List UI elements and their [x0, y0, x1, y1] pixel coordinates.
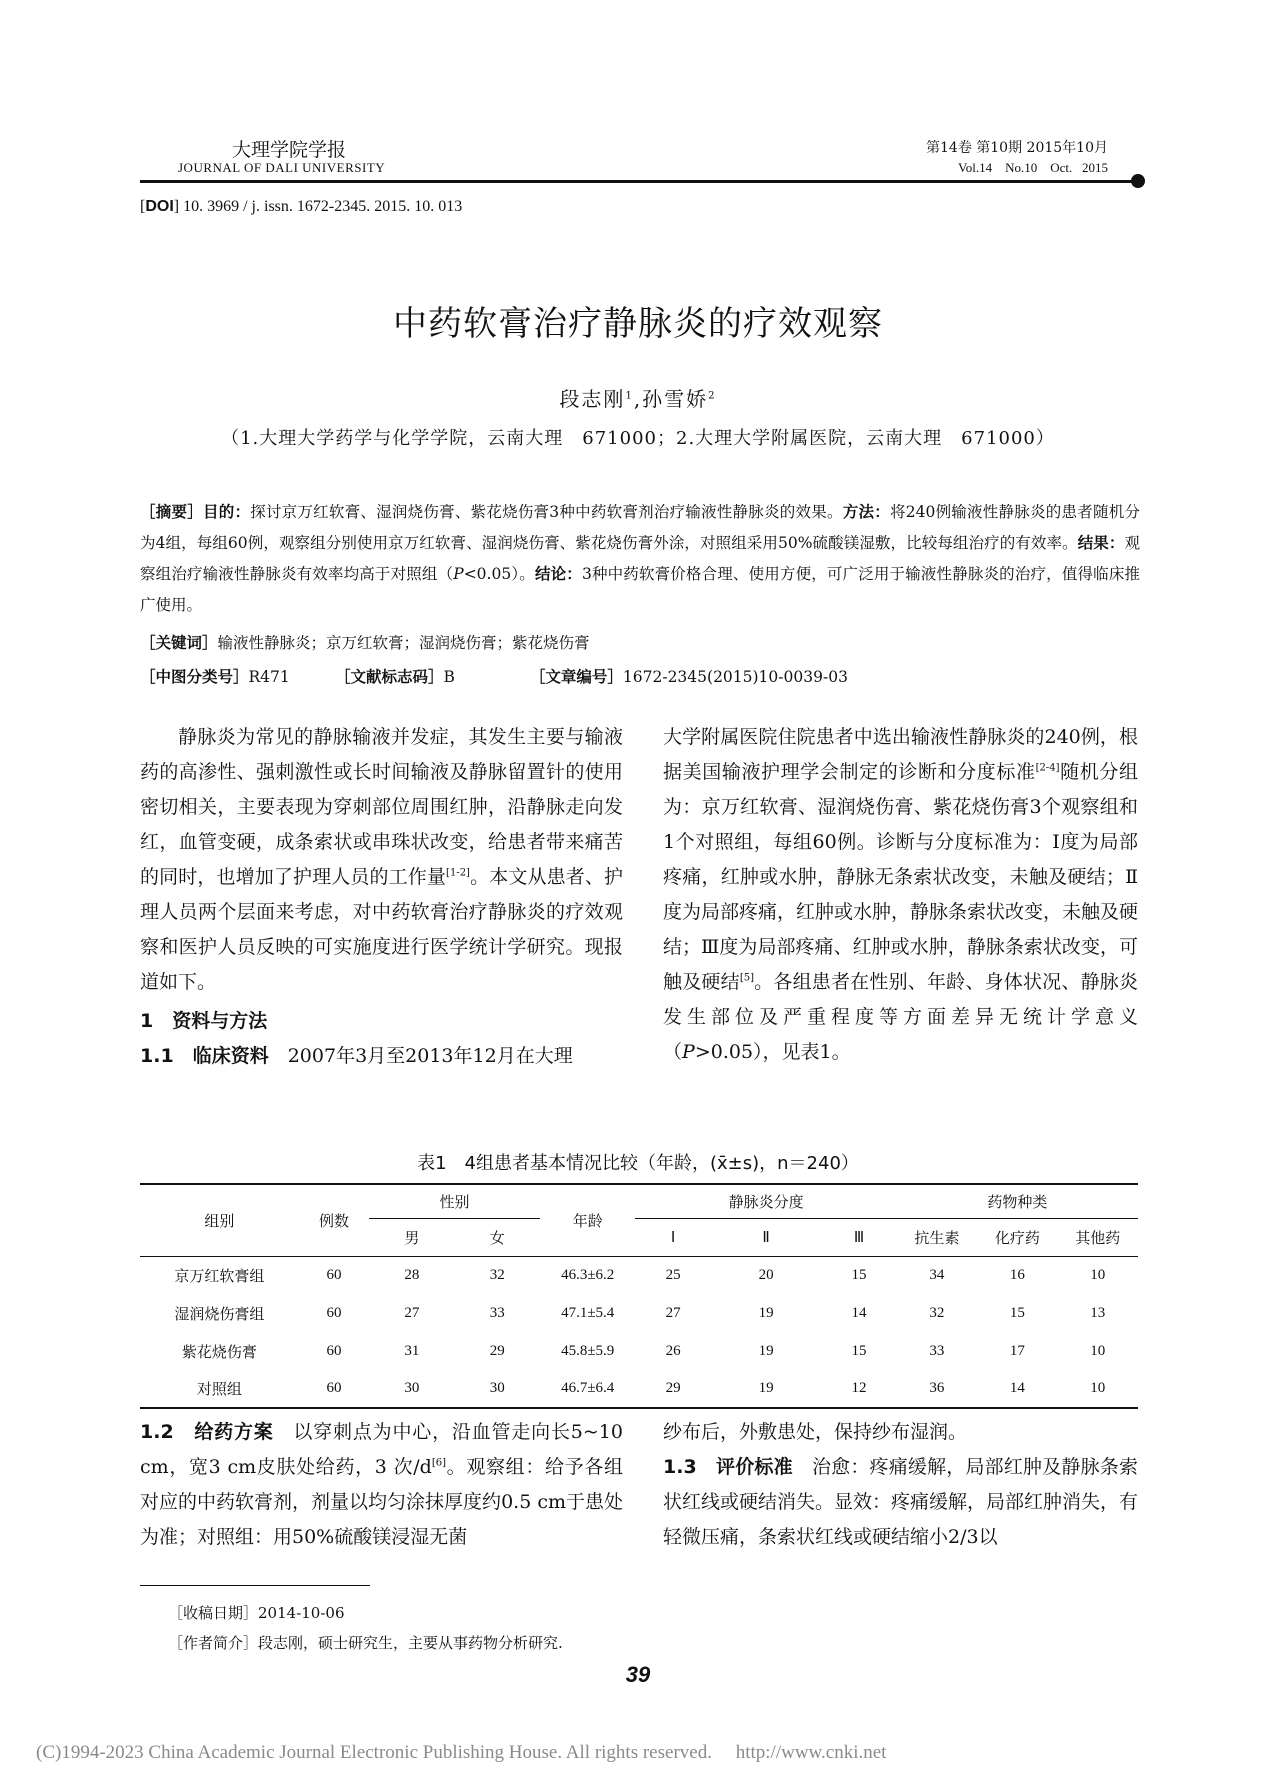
ref-5: [5] — [739, 972, 754, 984]
abstract-result-post: <0.05）。 — [463, 565, 535, 583]
th-grade-3: Ⅲ — [853, 1229, 865, 1246]
section-1-3-title: 评价标准 — [716, 1456, 793, 1478]
cell: 29 — [665, 1380, 681, 1396]
cell: 19 — [758, 1342, 774, 1359]
cell: 10 — [1090, 1380, 1106, 1396]
clc-value: R471 — [248, 668, 290, 686]
section-1-1 — [140, 1039, 623, 1074]
volume-info-en: Vol.14 No.10 Oct. 2015 — [958, 160, 1108, 175]
abstract-conclusion: 3种中药软膏价格合理、使用方便，可广泛用于输液性静脉炎的治疗，值得临床推广使用。 — [140, 565, 1140, 614]
intro-text-b: 。本文从患者、护理人员两个层面来考虑，对中药软膏治疗静脉炎的疗效观察和医护人员反映的可实施度进行医学统计学研究。现报道如下。 — [140, 866, 623, 993]
table-row — [140, 1370, 1138, 1408]
keywords-value: 输液性静脉炎；京万红软膏；湿润烧伤膏；紫花烧伤膏 — [217, 634, 590, 652]
abstract-result-p: P — [453, 565, 464, 583]
clinical-text-end: >0.05），见表1。 — [694, 1041, 851, 1063]
cell: 47.1±5.4 — [561, 1304, 615, 1321]
received-label: ［收稿日期］ — [168, 1604, 259, 1622]
header-rule — [140, 180, 1137, 183]
cell: 14 — [851, 1304, 867, 1321]
th-sex: 性别 — [369, 1184, 540, 1218]
footnote-received — [168, 1602, 345, 1623]
th-female: 女 — [489, 1230, 505, 1247]
cell: 湿润烧伤膏组 — [174, 1306, 265, 1323]
section-1-2-number: 1.2 — [140, 1421, 174, 1443]
ref-2-4: [2-4] — [1035, 762, 1060, 774]
criteria-text: 治愈：疼痛缓解，局部红肿及静脉条索状红线或硬结消失。显效：疼痛缓解，局部红肿消失，有轻微压痛，条索状红线或硬结缩小2/3以 — [663, 1456, 1139, 1548]
cell: 10 — [1090, 1266, 1106, 1283]
doc-code-value: B — [443, 668, 455, 686]
table-1-caption: 表1 4组患者基本情况比较（年龄，(x̄±s)，n＝240） — [417, 1153, 859, 1174]
cell: 29 — [489, 1342, 505, 1359]
cell: 14 — [1009, 1380, 1025, 1396]
cell: 33 — [929, 1342, 945, 1359]
abstract-result-label: 结果： — [1077, 534, 1125, 552]
doi-line: [DOI] 10. 3969 / j. issn. 1672-2345. 2015. 10. 013 — [140, 198, 463, 215]
clinical-p: P — [682, 1041, 695, 1063]
section-1-1-number: 1.1 — [140, 1045, 174, 1067]
affiliations: （1.大理大学药学与化学学院，云南大理 671000；2.大理大学附属医院，云南大理 671000） — [221, 428, 1055, 449]
cell: 10 — [1090, 1342, 1106, 1359]
cell: 17 — [1009, 1342, 1025, 1359]
th-grade-1: Ⅰ — [670, 1229, 676, 1246]
dosing-text-c: 纱布后，外敷患处，保持纱布湿润。 — [663, 1421, 968, 1443]
received-date: 2014-10-06 — [258, 1604, 345, 1622]
doc-code-label: ［文献标志码］ — [334, 668, 444, 686]
journal-name-cn: 大理学院学报 — [232, 139, 347, 161]
cell: 紫花烧伤膏 — [181, 1344, 257, 1361]
th-group: 组别 — [204, 1213, 235, 1230]
cell: 46.3±6.2 — [561, 1266, 615, 1283]
abstract-method-label: 方法： — [842, 503, 890, 521]
cell: 15 — [851, 1342, 867, 1359]
cell: 31 — [404, 1342, 420, 1359]
cell: 27 — [404, 1304, 420, 1321]
author-sep: , — [633, 387, 643, 411]
volume-info-cn: 第14卷 第10期 2015年10月 — [926, 140, 1108, 156]
th-age: 年龄 — [572, 1213, 603, 1230]
cell: 28 — [404, 1266, 420, 1283]
author-bio: 段志刚，硕士研究生，主要从事药物分析研究. — [258, 1634, 563, 1652]
paragraph-intro — [140, 720, 623, 1000]
table-row — [140, 1256, 1138, 1294]
th-cases: 例数 — [318, 1213, 349, 1230]
journal-name-en: JOURNAL OF DALI UNIVERSITY — [178, 160, 386, 175]
cell: 45.8±5.9 — [561, 1342, 615, 1359]
abstract-conclusion-label: 结论： — [534, 565, 582, 583]
th-grade-2: Ⅱ — [762, 1229, 770, 1246]
authors — [0, 383, 1276, 412]
author-1-affil: 1 — [625, 390, 634, 402]
header-rule-dot — [1131, 174, 1145, 188]
cell: 32 — [489, 1266, 505, 1283]
page-number: 39 — [625, 1662, 651, 1687]
cell: 26 — [665, 1342, 681, 1359]
clinical-text-c: 。各组患者在性别、年龄、身体状况、静脉炎发生部位及严重程度等方面差异无统计学意义（ — [663, 971, 1138, 1063]
ref-6: [6] — [431, 1457, 446, 1469]
keywords — [140, 631, 590, 653]
clinical-text-a: 大学附属医院住院患者中选出输液性静脉炎的240例，根据美国输液护理学会制定的诊断和分度标准 — [663, 726, 1138, 783]
keywords-label: ［关键词］ — [140, 634, 218, 652]
clc-label: ［中图分类号］ — [140, 668, 249, 686]
cell: 15 — [851, 1266, 867, 1283]
body-column-right-lower — [663, 1415, 1138, 1555]
author-bio-label: ［作者简介］ — [168, 1634, 259, 1652]
cell: 34 — [929, 1266, 945, 1283]
th-drug: 药物种类 — [897, 1184, 1138, 1218]
article-no-label: ［文章编号］ — [529, 668, 623, 686]
article-no-value: 1672-2345(2015)10-0039-03 — [622, 668, 848, 686]
cell: 25 — [665, 1266, 681, 1283]
doi-label: DOI — [145, 198, 174, 215]
th-chemo: 化疗药 — [994, 1230, 1040, 1247]
body-column-right — [663, 720, 1138, 1070]
cell: 46.7±6.4 — [561, 1380, 615, 1396]
clinical-text-a-left: 2007年3月至2013年12月在大理 — [287, 1045, 573, 1067]
th-grade: 静脉炎分度 — [635, 1184, 896, 1218]
table-1 — [140, 1183, 1138, 1409]
article-title: 中药软膏治疗静脉炎的疗效观察 — [393, 304, 883, 344]
cell: 60 — [326, 1342, 342, 1359]
cell: 京万红软膏组 — [174, 1268, 265, 1285]
cell: 60 — [326, 1266, 342, 1283]
th-male: 男 — [404, 1230, 420, 1247]
section-1-1-title: 临床资料 — [192, 1045, 269, 1067]
th-other: 其他药 — [1075, 1230, 1121, 1247]
cell: 19 — [758, 1304, 774, 1321]
abstract-method: 将240例输液性静脉炎的患者随机分为4组，每组60例，观察组分别使用京万红软膏、湿润烧伤膏、紫花烧伤膏外涂，对照组采用50%硫酸镁湿敷，比较每组治疗的有效率。 — [140, 503, 1140, 552]
footnote-author — [168, 1632, 563, 1653]
cell: 32 — [929, 1304, 945, 1321]
classification-line — [140, 665, 1140, 687]
section-1-3-number: 1.3 — [663, 1456, 697, 1478]
footnote-rule — [140, 1585, 370, 1586]
doi-value: 10. 3969 / j. issn. 1672-2345. 2015. 10. 013 — [183, 198, 463, 215]
cell: 15 — [1009, 1304, 1025, 1321]
abstract-result-pre: 观察组治疗输液性静脉炎有效率均高于对照组（ — [140, 534, 1140, 583]
cell: 33 — [489, 1304, 505, 1321]
abstract — [140, 497, 1140, 621]
body-column-left — [140, 720, 623, 1074]
cell: 27 — [665, 1304, 681, 1321]
th-antibiotic: 抗生素 — [914, 1230, 960, 1247]
cell: 60 — [326, 1304, 342, 1321]
cell: 36 — [929, 1380, 945, 1396]
cell: 对照组 — [196, 1382, 242, 1398]
copyright-notice: (C)1994-2023 China Academic Journal Electronic Publishing House. All rights reserved. http://www.cnki.net — [36, 1742, 887, 1763]
clinical-text-b: 随机分组为：京万红软膏、湿润烧伤膏、紫花烧伤膏3个观察组和1个对照组，每组60例。诊断与分度标准为：Ⅰ度为局部疼痛，红肿或水肿，静脉无条索状改变，未触及硬结；Ⅱ度为局部疼痛，红肿或水肿，静脉条索状改变，未触及硬结；Ⅲ度为局部疼痛、红肿或水肿，静脉条索状改变，可触及硬结 — [663, 761, 1139, 993]
abstract-purpose: 探讨京万红软膏、湿润烧伤膏、紫花烧伤膏3种中药软膏剂治疗输液性静脉炎的效果。 — [250, 503, 843, 521]
section-1-heading: 1 资料与方法 — [140, 1010, 268, 1032]
section-1-3 — [663, 1450, 1138, 1555]
section-1-2 — [140, 1415, 623, 1555]
table-row — [140, 1294, 1138, 1332]
cell: 12 — [851, 1380, 867, 1396]
ref-1-2: [1-2] — [446, 867, 470, 879]
cell: 60 — [326, 1380, 342, 1396]
body-column-left-lower — [140, 1415, 623, 1555]
abstract-label: ［摘要］ — [140, 503, 203, 521]
author-1: 段志刚 — [559, 387, 626, 411]
table-row — [140, 1332, 1138, 1370]
cell: 20 — [758, 1266, 774, 1283]
abstract-purpose-label: 目的： — [202, 503, 251, 521]
author-2: 孙雪娇 — [642, 387, 709, 411]
cell: 13 — [1090, 1304, 1106, 1321]
section-1-2-title: 给药方案 — [194, 1421, 274, 1443]
dosing-text-b: 。观察组：给予各组对应的中药软膏剂，剂量以均匀涂抹厚度约0.5 cm于患处为准；对照组：用50%硫酸镁浸湿无菌 — [140, 1456, 623, 1548]
cell: 30 — [404, 1380, 420, 1396]
author-2-affil: 2 — [708, 390, 717, 402]
cell: 16 — [1009, 1266, 1025, 1283]
cell: 30 — [489, 1380, 505, 1396]
dosing-text-a: 以穿刺点为中心，沿血管走向长5~10 cm，宽3 cm皮肤处给药，3 次/d — [140, 1421, 623, 1478]
intro-text-a: 静脉炎为常见的静脉输液并发症，其发生主要与输液药的高渗性、强刺激性或长时间输液及静脉留置针的使用密切相关，主要表现为穿刺部位周围红肿，沿静脉走向发红，血管变硬，成条索状或串珠状改变，给患者带来痛苦的同时，也增加了护理人员的工作量 — [140, 726, 623, 888]
cell: 19 — [758, 1380, 774, 1396]
clinical-text — [663, 720, 1138, 1070]
